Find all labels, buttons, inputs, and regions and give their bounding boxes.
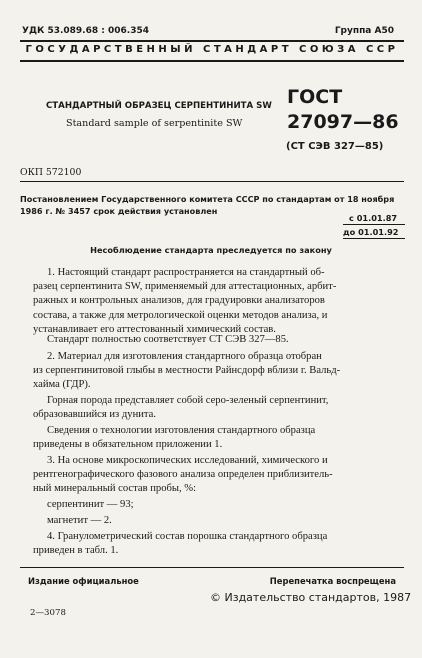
reprint-prohibited: Перепечатка воспрещена (269, 576, 396, 586)
paragraph-6 (33, 454, 393, 497)
mineral-line: магнетит — 2. (47, 515, 112, 526)
title-russian: СТАНДАРТНЫЙ ОБРАЗЕЦ СЕРПЕНТИНИТА SW (46, 101, 272, 111)
paragraph-9 (33, 530, 393, 558)
validity-underline-1 (343, 224, 405, 225)
paragraph-6-line: ный минеральный состав пробы, %: (33, 483, 197, 495)
mineral-magnetite (33, 514, 393, 528)
paragraph-1-line: состава, а также для метрологической оценки методов анализа, и (33, 309, 328, 321)
publisher-copyright: © Издательство стандартов, 1987 (210, 591, 412, 604)
legal-warning: Несоблюдение стандарта преследуется по закону (90, 245, 332, 255)
decree-line-2: 1986 г. № 3457 срок действия установлен (20, 206, 218, 216)
gost-label: ГОСТ (287, 86, 343, 108)
validity-underline-2 (343, 238, 405, 239)
mineral-serpentinite (33, 498, 393, 512)
paragraph-1-line: устанавливает его аттестованный химический состав. (33, 323, 276, 335)
paragraph-5-line: Сведения о технологии изготовления стандартного образца (47, 425, 316, 436)
gost-number: 27097—86 (287, 111, 399, 133)
title-english: Standard sample of serpentinite SW (66, 118, 243, 129)
paragraph-1-line: ражных и контрольных анализов, для градуировки анализаторов (33, 295, 325, 307)
header-rule-top (20, 40, 404, 42)
udk-code: УДК 53.089.68 : 006.354 (22, 26, 149, 36)
paragraph-4 (33, 394, 393, 422)
paragraph-6-line: 3. На основе микроскопических исследований, химического и (47, 455, 328, 466)
okp-rule (20, 181, 404, 182)
paragraph-2-line: Стандарт полностью соответствует СТ СЭВ 327—85. (47, 334, 289, 345)
group-code: Группа А50 (334, 26, 394, 36)
validity-from: с 01.01.87 (349, 213, 398, 223)
paragraph-3 (33, 350, 393, 393)
paragraph-9-line: 4. Гранулометрический состав порошка стандартного образца (47, 531, 328, 542)
decree-line-1: Постановлением Государственного комитета СССР по стандартам от 18 ноября (20, 194, 395, 204)
paragraph-3-line: хайма (ГДР). (33, 379, 91, 391)
paragraph-3-line: 2. Материал для изготовления стандартного образца отобран (47, 351, 322, 362)
state-standard-banner: ГОСУДАРСТВЕННЫЙ СТАНДАРТ СОЮЗА ССР (25, 44, 399, 55)
paragraph-2 (33, 333, 393, 347)
print-code: 2—3078 (30, 608, 66, 618)
paragraph-6-line: рентгенографического фазового анализа определен приблизитель- (33, 469, 333, 481)
paragraph-3-line: из серпентинитовой глыбы в местности Райнсдорф вблизи г. Вальд- (33, 365, 341, 377)
paragraph-4-line: Горная порода представляет собой серо-зеленый серпентинит, (47, 395, 329, 406)
paragraph-5 (33, 424, 393, 452)
paragraph-1 (33, 266, 393, 337)
mineral-line: серпентинит — 93; (47, 499, 134, 510)
paragraph-1-line: 1. Настоящий стандарт распространяется на стандартный об- (47, 267, 325, 278)
header-rule-bottom (20, 60, 404, 62)
footer-rule (20, 567, 404, 568)
paragraph-1-line: разец серпентинита SW, применяемый для аттестационных, арбит- (33, 281, 337, 293)
paragraph-9-line: приведен в табл. 1. (33, 545, 119, 557)
official-edition: Издание официальное (28, 576, 139, 586)
okp-code: ОКП 572100 (20, 167, 82, 178)
validity-to: до 01.01.92 (343, 227, 399, 237)
paragraph-5-line: приведены в обязательном приложении 1. (33, 439, 223, 451)
sev-reference: (СТ СЭВ 327—85) (286, 141, 384, 152)
paragraph-4-line: образовавшийся из дунита. (33, 409, 157, 421)
